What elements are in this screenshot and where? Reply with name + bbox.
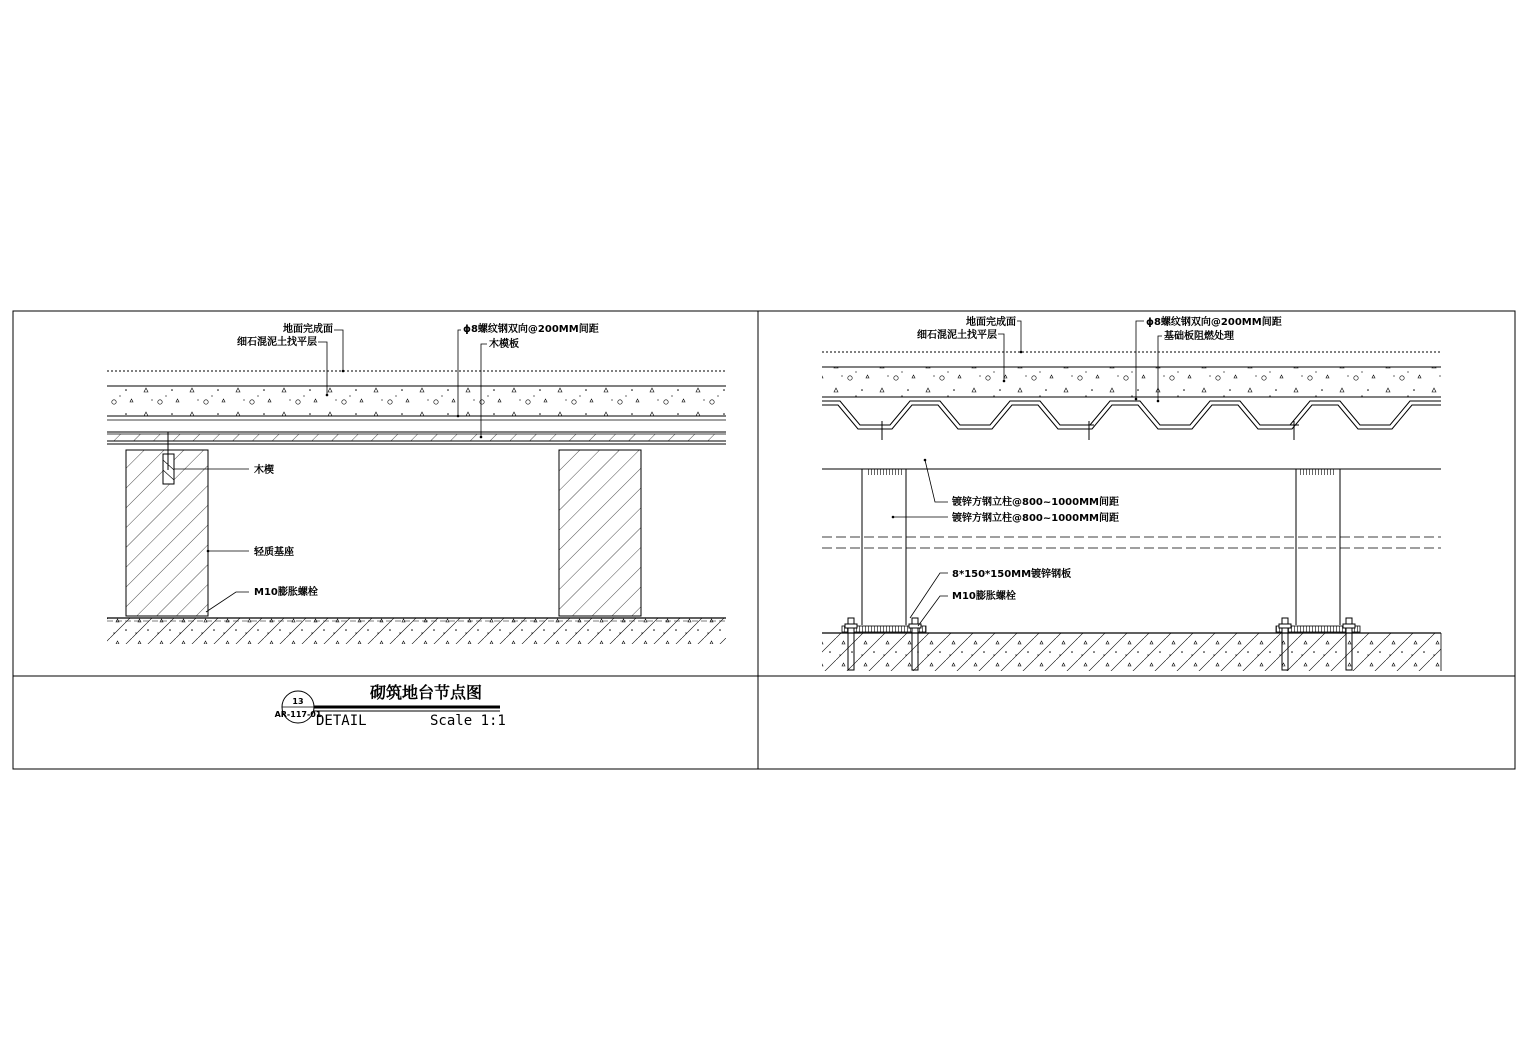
label-expansion-bolt: M10膨胀螺栓 xyxy=(254,587,318,598)
left-detail xyxy=(107,322,726,644)
r-label-fireproof-board: 基础板阻燃处理 xyxy=(1164,331,1234,342)
r-label-rebar: ϕ8螺纹钢双向@200MM间距 xyxy=(1146,317,1282,328)
title-block xyxy=(275,683,506,729)
detail-label: DETAIL xyxy=(316,713,367,729)
sheet-ref: AR-117-01 xyxy=(274,710,322,719)
r-label-expansion-bolt: M10膨胀螺栓 xyxy=(952,591,1016,602)
r-label-screed-layer: 细石混泥土找平层 xyxy=(917,330,997,341)
label-light-base: 轻质基座 xyxy=(254,547,294,558)
label-formwork: 木模板 xyxy=(489,339,519,350)
r-label-finish-surface: 地面完成面 xyxy=(966,317,1016,328)
label-screed-layer: 细石混泥土找平层 xyxy=(237,337,317,348)
light-base-block-right xyxy=(559,450,641,616)
label-wood-wedge: 木楔 xyxy=(254,465,274,476)
label-rebar: ϕ8螺纹钢双向@200MM间距 xyxy=(463,324,599,335)
r-label-steel-column-1: 镀锌方钢立柱@800~1000MM间距 xyxy=(952,497,1119,508)
detail-title: 砌筑地台节点图 xyxy=(370,683,483,702)
detail-scale: Scale 1:1 xyxy=(430,713,506,729)
detail-number: 13 xyxy=(292,697,304,706)
label-finish-surface: 地面完成面 xyxy=(283,324,333,335)
r-label-steel-column-2: 镀锌方钢立柱@800~1000MM间距 xyxy=(952,513,1119,524)
r-label-steel-plate: 8*150*150MM镀锌钢板 xyxy=(952,569,1072,580)
right-detail xyxy=(822,315,1441,671)
